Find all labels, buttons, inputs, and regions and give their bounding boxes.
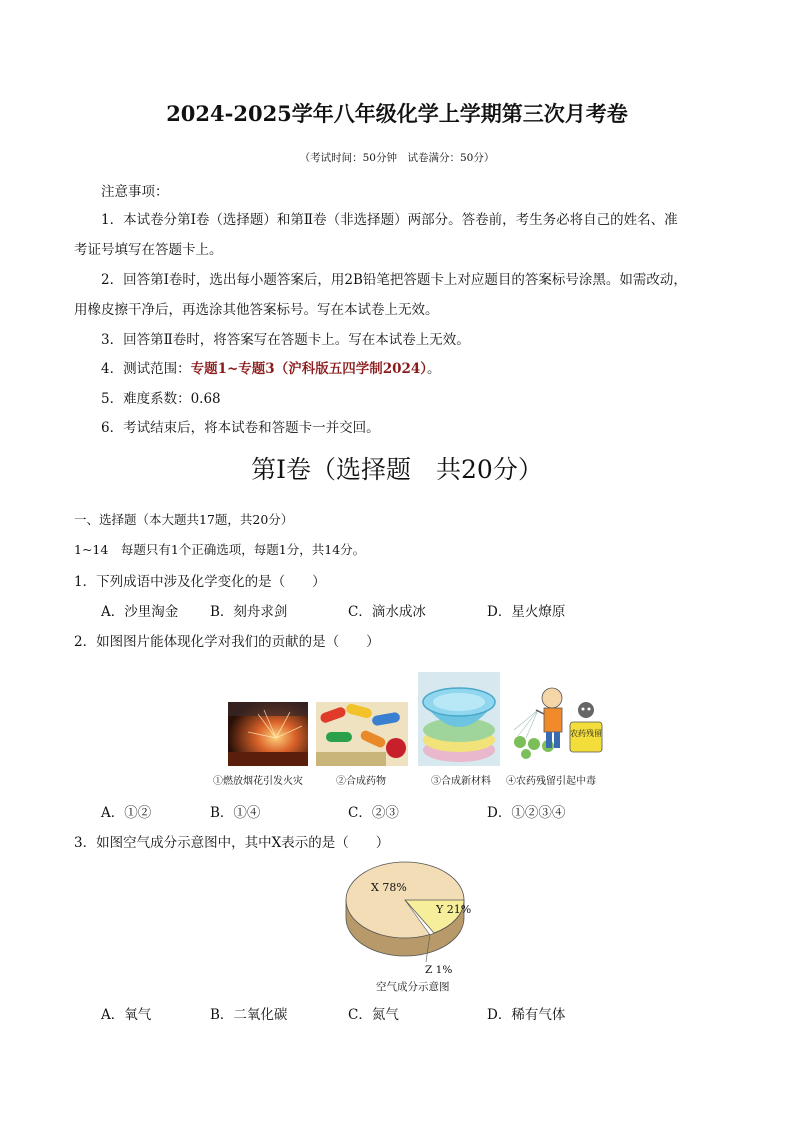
pie-label-z: Z 1%	[425, 964, 453, 976]
notice-item-2-line-2: 用橡皮擦干净后，再选涂其他答案标号。写在本试卷上无效。	[74, 302, 439, 318]
pie-caption: 空气成分示意图	[376, 981, 450, 993]
section-title: 第Ⅰ卷（选择题 共20分）	[251, 455, 543, 484]
notice-item-1-line-1: 1．本试卷分第Ⅰ卷（选择题）和第Ⅱ卷（非选择题）两部分。答卷前，考生务必将自己的姓名、准	[101, 212, 678, 228]
notice-item-3: 3．回答第Ⅱ卷时，将答案写在答题卡上。写在本试卷上无效。	[101, 332, 470, 348]
q2-option-b[interactable]: B．①④	[210, 805, 261, 821]
q1-option-d[interactable]: D．星火燎原	[487, 604, 566, 620]
notice-item-4	[101, 357, 441, 377]
q2-option-d[interactable]: D．①②③④	[487, 805, 566, 821]
q1-stem: 1．下列成语中涉及化学变化的是（ ）	[74, 574, 326, 590]
q2-stem: 2．如图图片能体现化学对我们的贡献的是（ ）	[74, 634, 380, 650]
medicine-photo	[316, 702, 408, 766]
pesticide-cartoon	[508, 680, 606, 766]
q1-option-b[interactable]: B．刻舟求剑	[210, 604, 288, 620]
notice-item-6: 6．考试结束后，将本试卷和答题卡一并交回。	[101, 420, 380, 436]
notice-heading: 注意事项：	[101, 184, 169, 200]
part-heading: 一、选择题（本大题共17题，共20分）	[74, 512, 294, 527]
q2-caption-2: ②合成药物	[336, 776, 386, 787]
exam-title: 2024-2025学年八年级化学上学期第三次月考卷	[166, 101, 628, 126]
q3-option-d[interactable]: D．稀有气体	[487, 1007, 566, 1023]
q2-caption-4: ④农药残留引起中毒	[506, 776, 596, 787]
q2-option-a[interactable]: A．①②	[101, 805, 152, 821]
pie-label-x: X 78%	[371, 881, 407, 894]
notice-item-2-line-1: 2．回答第Ⅰ卷时，选出每小题答案后，用2B铅笔把答题卡上对应题目的答案标号涂黑。如需改动，	[101, 272, 687, 288]
q3-stem: 3．如图空气成分示意图中，其中X表示的是（ ）	[74, 835, 390, 851]
exam-subtitle: （考试时间：50分钟 试卷满分：50分）	[299, 152, 495, 164]
notice-item-4-prefix: 4．测试范围：	[101, 361, 191, 377]
q2-caption-1: ①燃放烟花引发火灾	[213, 776, 303, 787]
q3-option-a[interactable]: A．氧气	[101, 1007, 152, 1023]
notice-item-1-line-2: 考证号填写在答题卡上。	[74, 242, 223, 258]
q2-option-c[interactable]: C．②③	[348, 805, 399, 821]
q3-option-b[interactable]: B．二氧化碳	[210, 1007, 288, 1023]
part-instruction: 1~14 每题只有1个正确选项，每题1分，共14分。	[74, 542, 366, 557]
notice-item-5: 5．难度系数：0.68	[101, 391, 221, 407]
plastic-basins-photo	[418, 672, 500, 766]
q1-option-a[interactable]: A．沙里淘金	[101, 604, 179, 620]
pie-label-y: Y 21%	[436, 903, 472, 916]
pesticide-sign-text: 农药残留	[570, 729, 602, 738]
q1-option-c[interactable]: C．滴水成冰	[348, 604, 426, 620]
q2-caption-3: ③合成新材料	[431, 776, 491, 787]
q3-option-c[interactable]: C．氮气	[348, 1007, 399, 1023]
fireworks-fire-photo	[228, 702, 308, 766]
notice-item-4-suffix: 。	[427, 361, 441, 377]
test-range: 专题1~专题3（沪科版五四学制2024）	[190, 361, 428, 377]
